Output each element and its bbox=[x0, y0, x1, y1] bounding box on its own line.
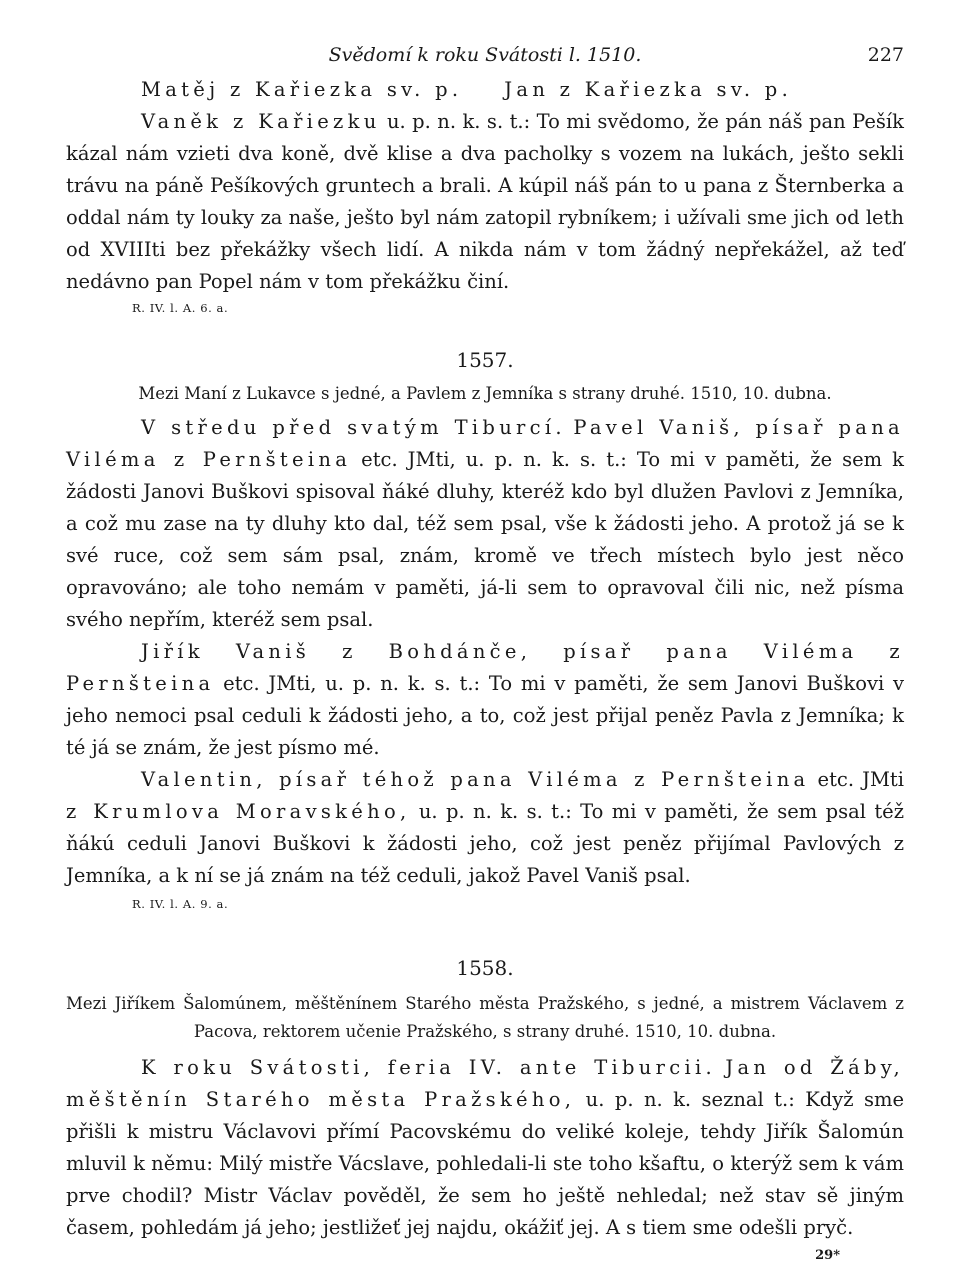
witness-name: Jiřík Vaniš z Bohdánče, písař pana Viléma z Pernšteina bbox=[66, 640, 904, 695]
witness-origin: z Krumlova Moravského, bbox=[66, 800, 411, 823]
witness-names: Matěj z Kařiezka sv. p. Jan z Kařiezka sv. p. bbox=[141, 78, 793, 101]
date-phrase: K roku Svátosti, feria IV. ante Tiburcii. bbox=[141, 1056, 717, 1079]
witness-line bbox=[66, 74, 904, 106]
testimony-text: etc. JMti, u. p. n. k. s. t.: To mi v paměti, že sem Janovi Buškovi v jeho nemoci psal ceduli k žádosti jeho, a to, což jest přijal peněz Pavla z Jemníka; k té já se znám, že jest písmo mé. bbox=[66, 672, 904, 759]
page bbox=[66, 44, 904, 1263]
testimony-text: etc. JMti bbox=[809, 768, 904, 791]
running-title: Svědomí k roku Svátosti l. 1510. bbox=[328, 44, 642, 66]
archive-reference: R. IV. l. A. 6. a. bbox=[132, 301, 229, 315]
witness-name: Valentin, písař téhož pana Viléma z Pernšteina bbox=[141, 768, 810, 791]
entry-number: 1557. bbox=[456, 348, 514, 372]
paragraph-entry-1558-1 bbox=[66, 1052, 904, 1244]
paragraph-entry-1557-1 bbox=[66, 412, 904, 636]
witness-name: Vaněk z Kařiezku bbox=[141, 110, 381, 133]
paragraph-vanek bbox=[66, 106, 904, 298]
testimony-text: u. p. n. k. seznal t.: Když sme přišli k mistru Václavovi přímí Pacovskému do veliké koleje, tehdy Jiřík Šalomún mluvil k němu: Milý mistře Vácslave, pohledali-li ste toho kšaftu, o kterýž sem k vám prve chodil? Mistr Václav pověděl, že sem ho ještě nehledal; než stav sě jiným časem, pohledám já jeho; jestližeť jej najdu, okážiť jej. A s tiem sme odešli pryč. bbox=[66, 1088, 904, 1239]
entry-regest: Mezi Jiříkem Šalomúnem, měštěnínem Starého města Pražského, s jedné, a mistrem Václavem z Pacova, rektorem učenie Pražského, s strany druhé. 1510, 10. dubna. bbox=[66, 994, 904, 1041]
page-number: 227 bbox=[867, 44, 904, 66]
witness-name: Jan od Žáby, měštěnín Starého města Pražského, bbox=[66, 1056, 905, 1111]
witness-name: Pavel Vaniš, písař pana Viléma z Pernšteina bbox=[66, 416, 904, 471]
testimony-text: u. p. n. k. s. t.: To mi v paměti, že sem psal též ňákú ceduli Janovi Buškovi k žádosti jeho, což jest peněz přijímal Pavlových z Jemníka, a k ní se já znám na též ceduli, jakož Pavel Vaniš psal. bbox=[66, 800, 905, 887]
running-header bbox=[66, 44, 904, 74]
entry-regest: Mezi Maní z Lukavce s jedné, a Pavlem z Jemníka s strany druhé. 1510, 10. dubna. bbox=[138, 384, 832, 403]
printer-signature: 29* bbox=[815, 1248, 840, 1263]
paragraph-entry-1557-3 bbox=[66, 764, 904, 892]
paragraph-entry-1557-2 bbox=[66, 636, 904, 764]
testimony-text: etc. JMti, u. p. n. k. s. t.: To mi v paměti, že sem k žádosti Janovi Buškovi spisoval ňáké dluhy, kteréž kdo byl dlužen Pavlovi z Jemníka, a což mu zase na ty dluhy kto dal, též sem psal, vše k žádosti jeho. A protož já se k své ruce, což sem sám psal, znám, kromě ve třech místech bylo jest něco opravováno; ale toho nemám v paměti, já-li sem to opravoval čili nic, než písma svého nepřím, kteréž sem psal. bbox=[66, 448, 904, 631]
archive-reference: R. IV. l. A. 9. a. bbox=[132, 897, 229, 911]
entry-number: 1558. bbox=[456, 956, 514, 980]
testimony-text: u. p. n. k. s. t.: To mi svědomo, že pán náš pan Pešík kázal nám vzieti dva koně, dvě klise a dva pacholky s vozem na lukách, ješto sekli trávu na páně Pešíkových gruntech a brali. A kúpil náš pán to u pana z Šternberka a oddal nám ty louky za naše, ješto byl nám zatopil rybníkem; i užívali sme jich od leth od XVIIIti bez překážky všech lidí. A nikda nám v tom žádný nepřekážel, až teď nedávno pan Popel nám v tom překážku činí. bbox=[66, 110, 904, 293]
date-phrase: V středu před svatým Tiburcí. bbox=[141, 416, 566, 439]
